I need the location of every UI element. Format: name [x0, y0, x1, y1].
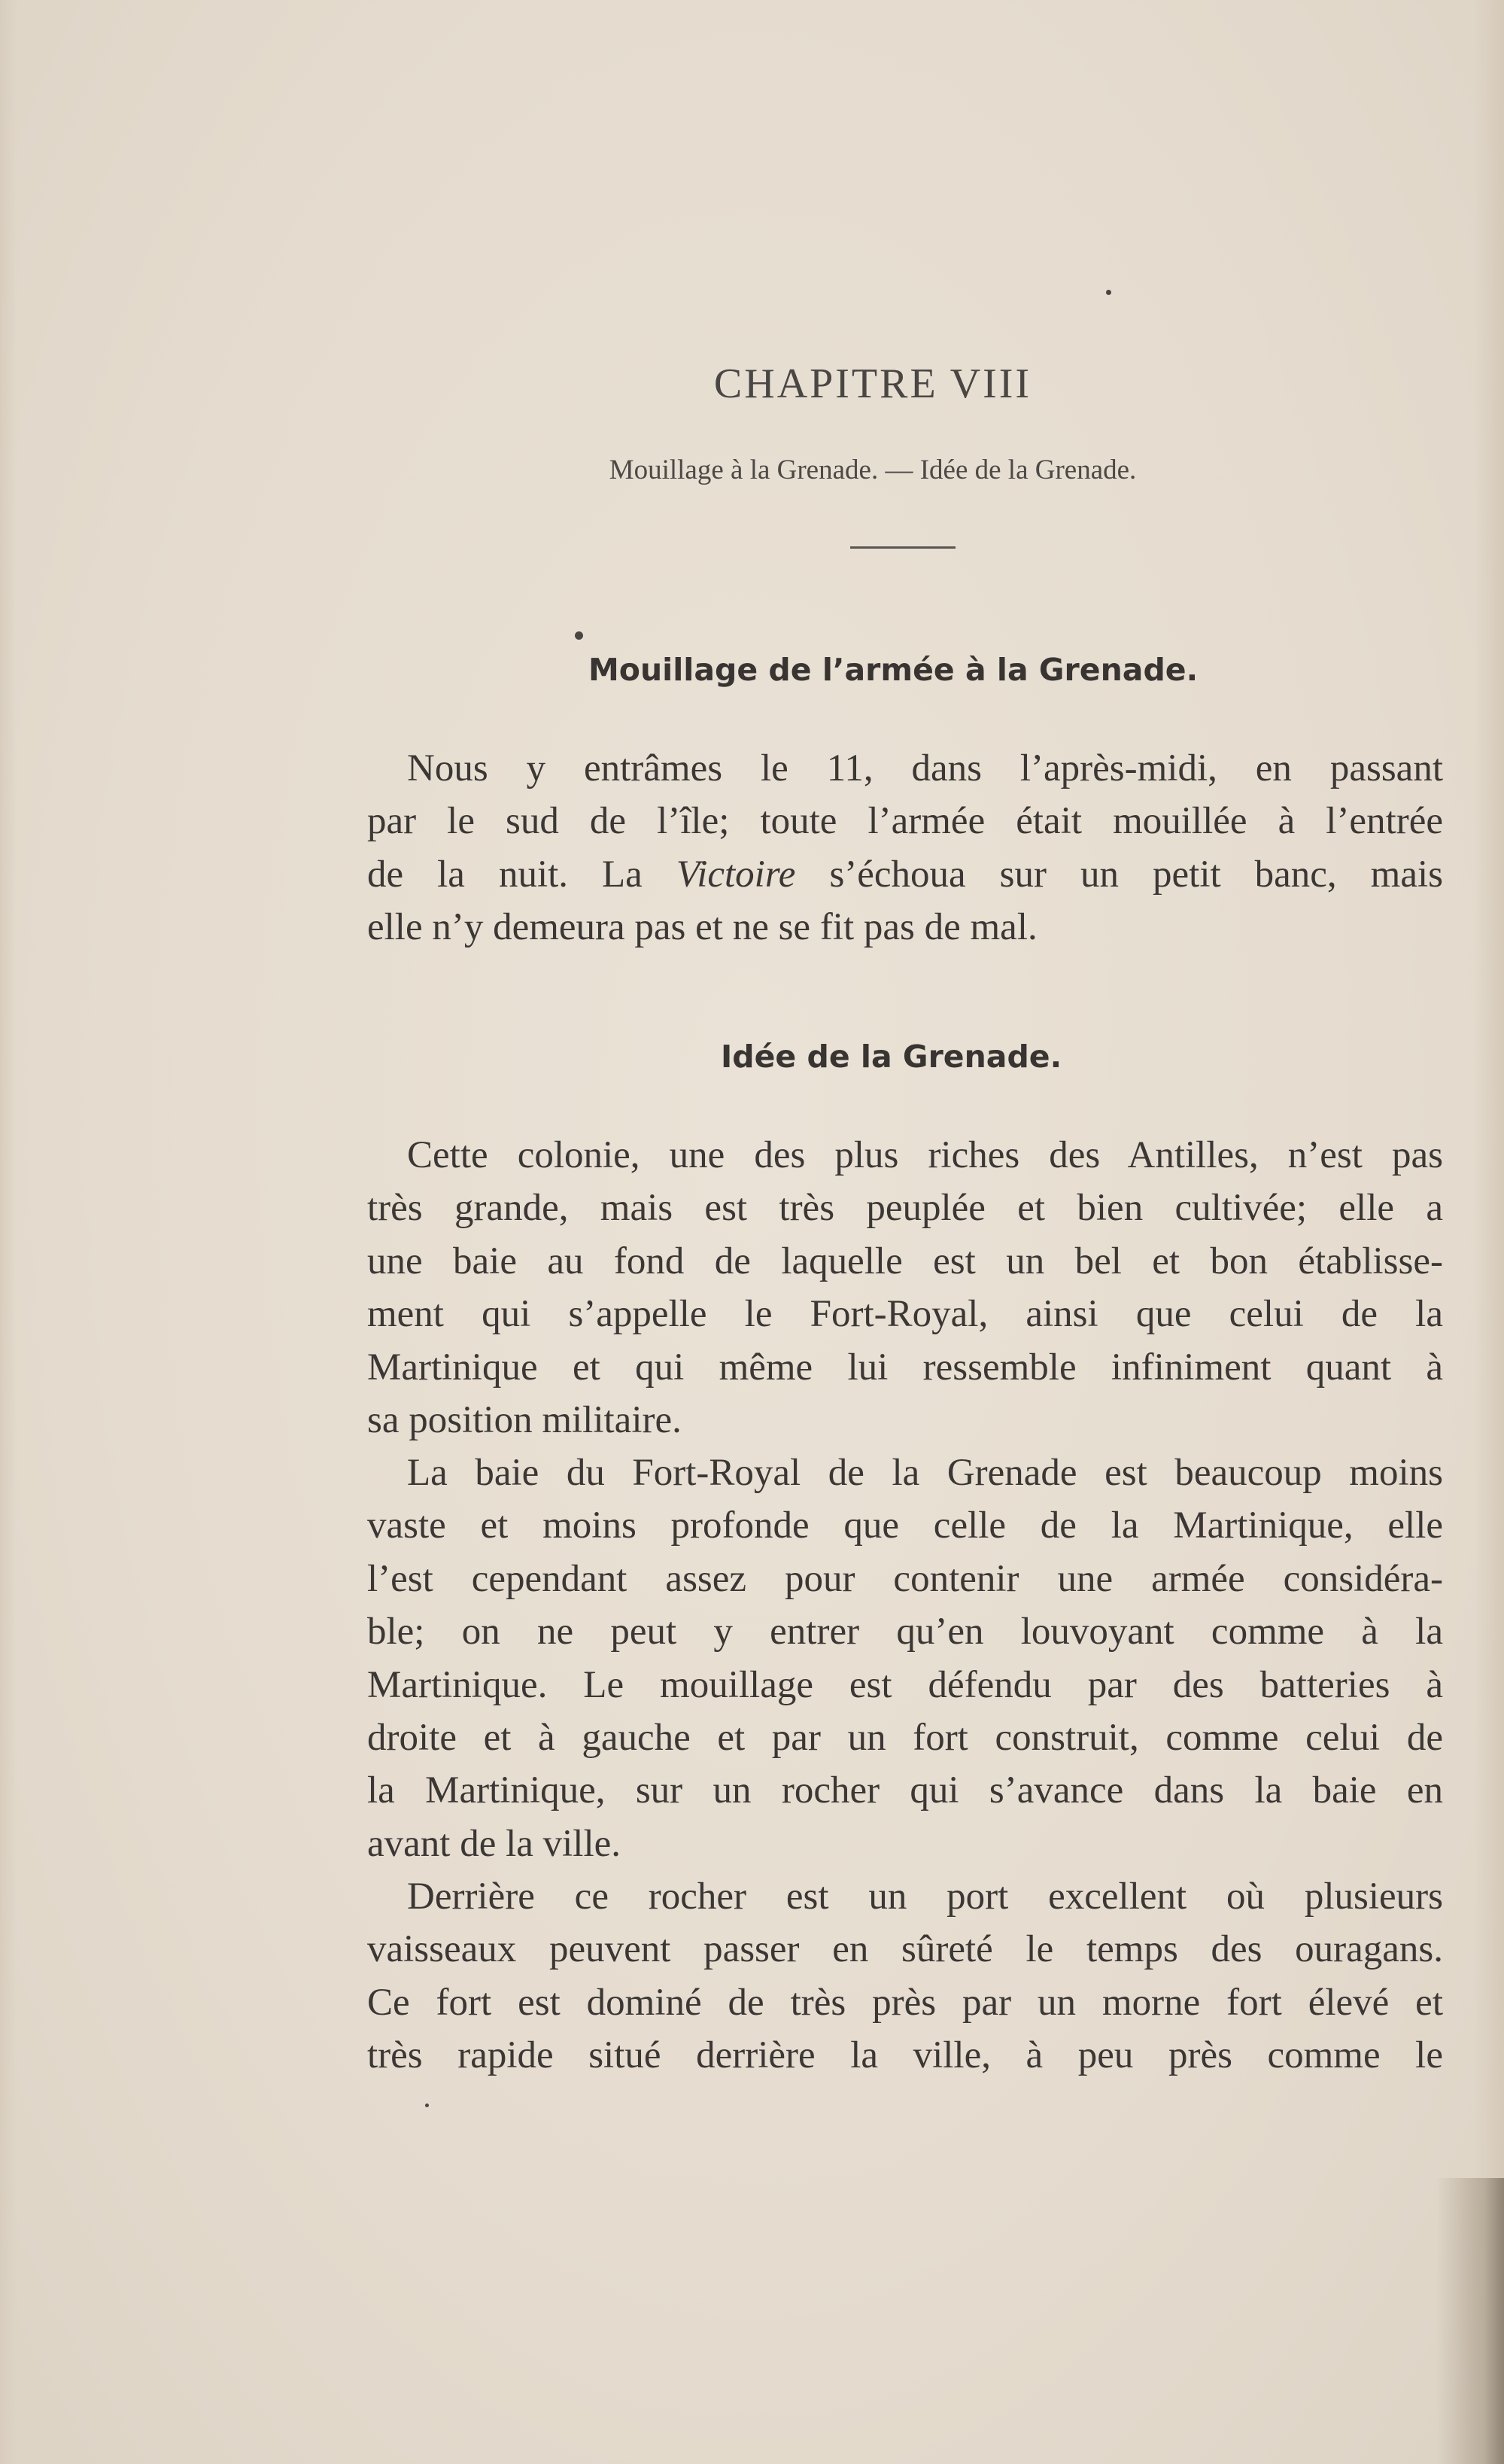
- text-line: vaisseaux peuvent passer en sûreté le temps des ouragans.: [367, 1928, 1443, 1971]
- text-line: Cette colonie, une des plus riches des Antilles, n’est pas: [407, 1134, 1443, 1176]
- page-corner-shadow: [1436, 2178, 1504, 2464]
- text-line: ment qui s’appelle le Fort-Royal, ainsi que celui de la: [367, 1293, 1443, 1336]
- separator-rule: [850, 546, 956, 549]
- ink-speck: [575, 631, 583, 640]
- text-line: vaste et moins profonde que celle de la Martinique, elle: [367, 1504, 1443, 1547]
- section-heading-idee: Idée de la Grenade.: [721, 1039, 1062, 1075]
- text-line: ble; on ne peut y entrer qu’en louvoyant comme à la: [367, 1611, 1443, 1653]
- text-line: Ce fort est dominé de très près par un morne fort élevé et: [367, 1981, 1443, 2024]
- ink-speck: [425, 2104, 429, 2107]
- text-line: par le sud de l’île; toute l’armée était mouillée à l’entrée: [367, 800, 1443, 843]
- text-line: de la nuit. La Victoire s’échoua sur un petit banc, mais: [367, 853, 1443, 896]
- paragraph-idee-2: [367, 1446, 1443, 1870]
- text-line: la Martinique, sur un rocher qui s’avance dans la baie en: [367, 1769, 1443, 1812]
- text-line: l’est cependant assez pour contenir une armée considéra-: [367, 1557, 1443, 1600]
- text-line: avant de la ville.: [367, 1822, 621, 1865]
- text-line: Martinique. Le mouillage est défendu par des batteries à: [367, 1663, 1443, 1706]
- chapter-summary: Mouillage à la Grenade. — Idée de la Grenade.: [609, 455, 1137, 485]
- text-line: Nous y entrâmes le 11, dans l’après-midi, en passant: [407, 747, 1443, 789]
- chapter-title: CHAPITRE VIII: [713, 360, 1032, 407]
- paragraph-mouillage: [367, 742, 1443, 954]
- text-line: très grande, mais est très peuplée et bien cultivée; elle a: [367, 1187, 1443, 1230]
- text-line: sa position militaire.: [367, 1399, 682, 1442]
- text-line: droite et à gauche et par un fort construit, comme celui de: [367, 1717, 1443, 1760]
- text-line: elle n’y demeura pas et ne se fit pas de mal.: [367, 906, 1038, 949]
- text-line: une baie au fond de laquelle est un bel et bon établisse-: [367, 1240, 1443, 1282]
- text-line: La baie du Fort-Royal de la Grenade est beaucoup moins: [407, 1452, 1443, 1494]
- section-heading-mouillage: Mouillage de l’armée à la Grenade.: [588, 652, 1199, 688]
- text-line: Derrière ce rocher est un port excellent où plusieurs: [407, 1875, 1443, 1918]
- ink-speck: [1106, 290, 1111, 295]
- paragraph-idee-1: [367, 1129, 1443, 1446]
- italic-ship-name: Victoire: [676, 853, 796, 896]
- paragraph-idee-3: [367, 1870, 1443, 2082]
- text-line: très rapide situé derrière la ville, à peu près comme le: [367, 2034, 1443, 2077]
- text-line: Martinique et qui même lui ressemble infiniment quant à: [367, 1346, 1443, 1389]
